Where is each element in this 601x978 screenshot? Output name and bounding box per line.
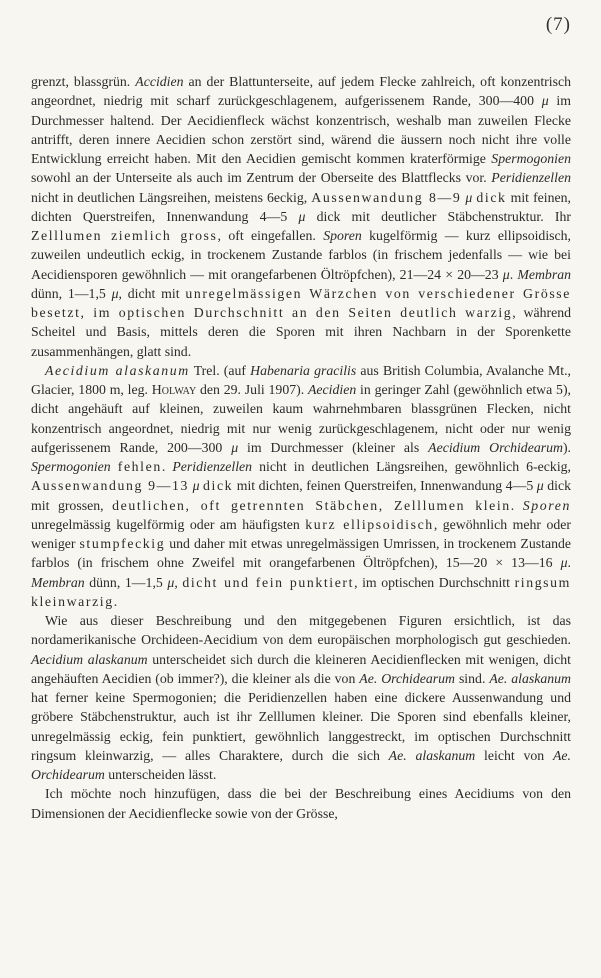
species-name: Ae. alaskanum [489,670,572,686]
spaced-emphasis: dick [203,478,234,494]
text-run: unterscheiden lässt. [104,767,217,782]
text-run: hat ferner keine Spermogonien; die Peridienzellen haben eine dickere Aussenwandung und gröbere Stäbchenstruktur, auch ist ihr Zelllumen kleiner. Die Sporen sind ebenfalls kleiner, unregelmässig eckig, fein punktiert, gewöhnlich langgestreckt, im optischen Durchschnitt ringsum kleinwarzig, — alles Charaktere, durch die sich [31,690,571,763]
text-run: kugelförmig — kurz ellipsoidisch, zuweilen undeutlich eckig, in trockenem Zustande farblos (in frischem jedenfalls — wie bei Aecidiensporen gewöhnlich — mit orangefarbenen Öltröpfchen), 21—24 × 20—23 [31,228,572,282]
text-run: grenzt, blassgrün. [31,74,136,89]
spaced-emphasis: dick [476,189,507,205]
term-spermogonien: Spermogonien [31,459,111,474]
spaced-emphasis: ringsum kleinwarzig [31,574,571,609]
text-run: . [161,459,173,474]
term-aecidien: Aecidien [307,382,357,397]
body-text [31,72,571,823]
text-run: leicht von [475,747,553,763]
species-name: Aecidium alaskanum [45,362,190,378]
spaced-emphasis: Zelllumen ziemlich gross [31,228,218,243]
text-run: und daher mit etwas unregelmässigen Umrissen, in trockenem Zustande farblos (in frischem ohne Zweifel mit orangefarbenen Öltröpfchen), 15—20 × 13—16 [31,536,571,571]
species-name: Ae. Orchidearum [359,670,456,686]
text-run: Trel. (auf [189,362,251,378]
term-peridienzellen: Peridienzellen [172,459,253,474]
unit-micron: μ [167,574,175,590]
unit-micron: μ [231,439,239,455]
text-run: dick mit deutlicher Stäbchenstruktur. Ihr [305,208,571,224]
unit-micron: μ [298,208,306,224]
text-run: unterscheidet sich durch die kleineren Aecidienflecken mit wenigen, dicht angehäuften Aecidien (ob immer?), die kleiner als die von [31,651,571,686]
text-run: im Durchmesser (kleiner als [238,439,429,455]
text-run: mit dichten, feinen Querstreifen, Innenwandung 4—5 [233,478,537,494]
text-run: den 29. Juli 1907). [196,382,308,397]
spaced-emphasis: fehlen [117,459,162,474]
text-run: nicht in deutlichen Längsreihen, gewöhnlich 6-eckig, [252,459,572,474]
text-run: sind. [455,670,490,686]
host-name: Habenaria gracilis [250,362,357,378]
text-run: ). [562,439,571,455]
spaced-emphasis: kurz ellipsoidisch [305,516,434,532]
paragraph-aecidium-orchidearum-continued [31,72,571,361]
text-run: , oft eingefallen. [217,228,324,243]
text-run: dick mit grossen, [31,478,572,513]
text-run: unregelmässig kugelförmig oder am häufigsten [31,516,306,532]
text-run: nicht in deutlichen Längsreihen, meistens 6eckig, [31,189,312,205]
term-sporen: Sporen [522,497,571,513]
spaced-emphasis: dicht und fein punktiert [182,574,355,590]
text-run: . [113,593,118,609]
text-run: sowohl an der Unterseite als auch im Zentrum der Oberseite des Blattflecks vor. [31,170,492,186]
unit-micron: μ [536,478,544,494]
page-number: (7) [545,14,571,35]
text-run [111,459,118,474]
text-run: Wie aus dieser Beschreibung und den mitgegebenen Figuren ersichtlich, ist das nordamerikanische Orchideen-Aecidium von dem europäischen morphologisch gut geschieden. [31,613,571,648]
term-sporen: Sporen [323,228,362,243]
species-name: Ae. Orchidearum [31,747,571,782]
text-run: während Scheitel und Basis, mittels deren die Sporen mit ihren Nachbarn in der Sporenkette zusammenhängen, glatt sind. [31,305,571,359]
collector-name: Holway [151,382,197,397]
paragraph-addendum [31,784,571,823]
text-run: in geringer Zahl (gewöhnlich etwa 5), dicht angehäuft auf kleinen, zuweilen kaum wahrnehmbaren blassgrünen Flecken, nicht konzentrisch angeordnet, niedrig mit nur wenig zurückgeschlagenem, nicht oder nur wenig aufgerissenem Rande, 200—300 [31,382,572,455]
text-run: , dicht mit [118,285,186,301]
term-membran: Membran [517,266,571,282]
text-run: , gewöhnlich mehr oder weniger [31,516,571,551]
text-run: dünn, 1—1,5 [84,574,168,590]
text-run: . [509,266,518,282]
unit-micron: μ [192,478,200,494]
unit-micron: μ [465,189,473,205]
unit-micron: μ [541,93,549,109]
spaced-emphasis: Aussenwandung 8—9 [311,189,462,205]
unit-micron: μ [560,555,568,571]
spaced-emphasis: deutlichen, oft getrennten Stäbchen, Zelllumen klein [112,497,511,513]
spaced-emphasis: stumpfeckig [79,536,166,551]
term-spermogonien: Spermogonien [491,151,571,166]
text-run: . [510,497,523,513]
text-run: dünn, 1—1,5 [31,285,112,301]
species-name: Ae. alaskanum [388,747,476,763]
text-run: , im optischen Durchschnitt [354,574,515,590]
text-run: . [567,555,571,571]
term-membran: Membran [31,574,85,590]
species-name: Aecidium Orchidearum [428,439,563,455]
spaced-emphasis: unregelmässigen Wärzchen von verschiedener Grösse besetzt, im optischen Durchschnitt an den Seiten deutlich warzig, [31,285,571,320]
paragraph-aecidium-alaskanum [31,361,571,611]
text-run: aus British Columbia, Avalanche Mt., Glacier, 1800 m, leg. [31,362,571,397]
paragraph-comparison [31,611,571,784]
text-run: mit feinen, dichten Querstreifen, Innenwandung 4—5 [31,189,571,224]
species-name: Aecidium alaskanum [31,651,148,667]
unit-micron: μ [502,266,510,282]
text-run: im Durchmesser haltend. Der Aecidienfleck wächst konzentrisch, weshalb man zuweilen Flecke antrifft, deren innere Aecidien schon zerstört sind, wärend die äussern noch nicht ihre volle Entwicklung erreicht haben. Mit den Aecidien gemischt kommen kraterförmige [31,93,572,166]
term-peridienzellen: Peridienzellen [491,170,571,186]
text-run: , [174,574,183,590]
unit-micron: μ [111,285,119,301]
text-run: an der Blattunterseite, auf jedem Flecke zahlreich, oft konzentrisch angeordnet, niedrig mit scharf zurückgeschlagenem, aufgerissenem Rande, 300—400 [31,74,572,109]
text-run: Ich möchte noch hinzufügen, dass die bei der Beschreibung eines Aecidiums von den Dimensionen der Aecidienflecke sowie von der Grösse, [31,786,571,821]
term-aecidien: Accidien [135,74,184,89]
spaced-emphasis: Aussenwandung 9—13 [31,478,190,494]
